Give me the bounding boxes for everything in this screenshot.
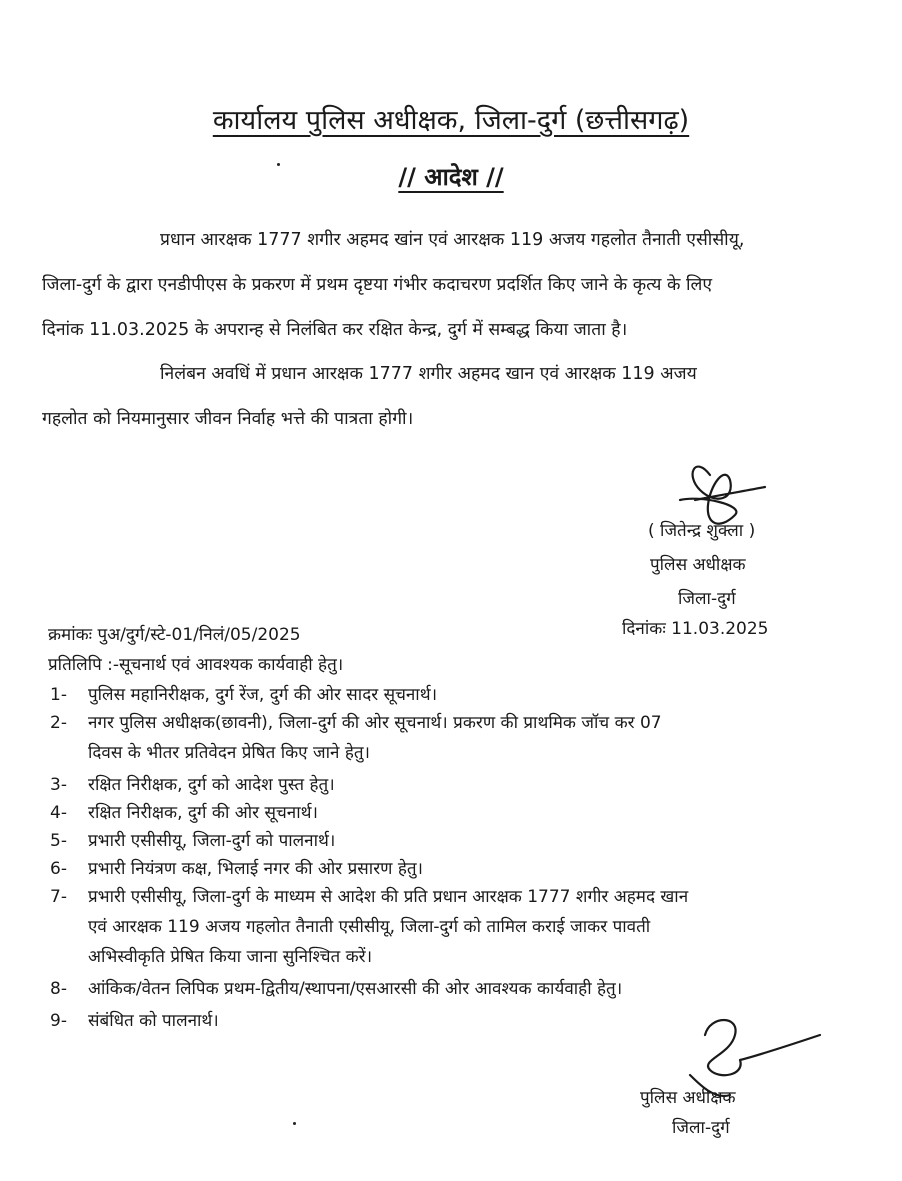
signatory-designation-2: पुलिस अधीक्षक (640, 1088, 736, 1108)
item-text: पुलिस महानिरीक्षक, दुर्ग रेंज, दुर्ग की ओर सादर सूचनार्थ। (88, 685, 438, 705)
paragraph-2-line: गहलोत को नियमानुसार जीवन निर्वाह भत्ते की पात्रता होगी। (42, 409, 414, 429)
item-text: आंकिक/वेतन लिपिक प्रथम-द्वितीय/स्थापना/एसआरसी की ओर आवश्यक कार्यवाही हेतु। (88, 979, 623, 999)
item-text: रक्षित निरीक्षक, दुर्ग की ओर सूचनार्थ। (88, 803, 318, 823)
distribution-item (50, 680, 840, 710)
distribution-item (50, 770, 840, 800)
paragraph-2-line: निलंबन अवधिं में प्रधान आरक्षक 1777 शगीर अहमद खान एवं आरक्षक 119 अजय (160, 364, 697, 384)
item-number: 3- (50, 775, 67, 795)
paragraph-1 (42, 218, 854, 353)
distribution-item (50, 798, 840, 828)
stray-mark (293, 1122, 296, 1125)
copy-to-heading: प्रतिलिपि :-सूचनार्थ एवं आवश्यक कार्यवाही हेतु। (48, 655, 344, 675)
distribution-item (50, 854, 840, 884)
paragraph-1-line: प्रधान आरक्षक 1777 शगीर अहमद खांन एवं आरक्षक 119 अजय गहलोत तैनाती एसीसीयू, (160, 230, 745, 250)
distribution-item (50, 826, 840, 856)
distribution-item (50, 882, 840, 972)
item-number: 4- (50, 803, 67, 823)
item-number: 6- (50, 859, 67, 879)
order-title: // आदेश // (398, 163, 504, 191)
item-number: 2- (50, 713, 67, 733)
order-date: दिनांकः 11.03.2025 (622, 619, 769, 639)
distribution-item (50, 974, 840, 1004)
item-text: प्रभारी एसीसीयू, जिला-दुर्ग को पालनार्थ। (88, 831, 336, 851)
office-heading: कार्यालय पुलिस अधीक्षक, जिला-दुर्ग (छत्तीसगढ़) (212, 105, 690, 136)
reference-number: क्रमांकः पुअ/दुर्ग/स्टे-01/निलं/05/2025 (48, 625, 301, 645)
item-text: रक्षित निरीक्षक, दुर्ग को आदेश पुस्त हेतु। (88, 775, 335, 795)
item-number: 1- (50, 685, 67, 705)
signatory-designation: पुलिस अधीक्षक (650, 555, 746, 575)
signatory-district-2: जिला-दुर्ग (672, 1118, 730, 1138)
item-text: संबंधित को पालनार्थ। (88, 1011, 219, 1031)
item-number: 7- (50, 887, 67, 907)
distribution-item (50, 708, 840, 768)
paragraph-1-line: जिला-दुर्ग के द्वारा एनडीपीएस के प्रकरण में प्रथम दृष्टया गंभीर कदाचरण प्रदर्शित किए जाने के कृत्य के लिए (42, 275, 713, 295)
item-number: 8- (50, 979, 67, 999)
item-text-continued: दिवस के भीतर प्रतिवेदन प्रेषित किए जाने हेतु। (88, 743, 370, 763)
item-text: प्रभारी एसीसीयू, जिला-दुर्ग के माध्यम से आदेश की प्रति प्रधान आरक्षक 1777 शगीर अहमद खान (88, 887, 689, 907)
item-number: 9- (50, 1011, 67, 1031)
signatory-name: ( जितेन्द्र शुक्ला ) (648, 521, 756, 541)
item-number: 5- (50, 831, 67, 851)
item-text-continued: एवं आरक्षक 119 अजय गहलोत तैनाती एसीसीयू, जिला-दुर्ग को तामिल कराई जाकर पावती (88, 917, 651, 937)
item-text-continued: अभिस्वीकृति प्रेषित किया जाना सुनिश्चित करें। (88, 947, 373, 967)
paragraph-1-line: दिनांक 11.03.2025 के अपरान्ह से निलंबित कर रक्षित केन्द्र, दुर्ग में सम्बद्ध किया जाता है। (42, 320, 628, 340)
signatory-district: जिला-दुर्ग (678, 589, 736, 609)
item-text: नगर पुलिस अधीक्षक(छावनी), जिला-दुर्ग की ओर सूचनार्थ। प्रकरण की प्राथमिक जॉच कर 07 (88, 713, 662, 733)
item-text: प्रभारी नियंत्रण कक्ष, भिलाई नगर की ओर प्रसारण हेतु। (88, 859, 423, 879)
paragraph-2 (42, 352, 854, 442)
